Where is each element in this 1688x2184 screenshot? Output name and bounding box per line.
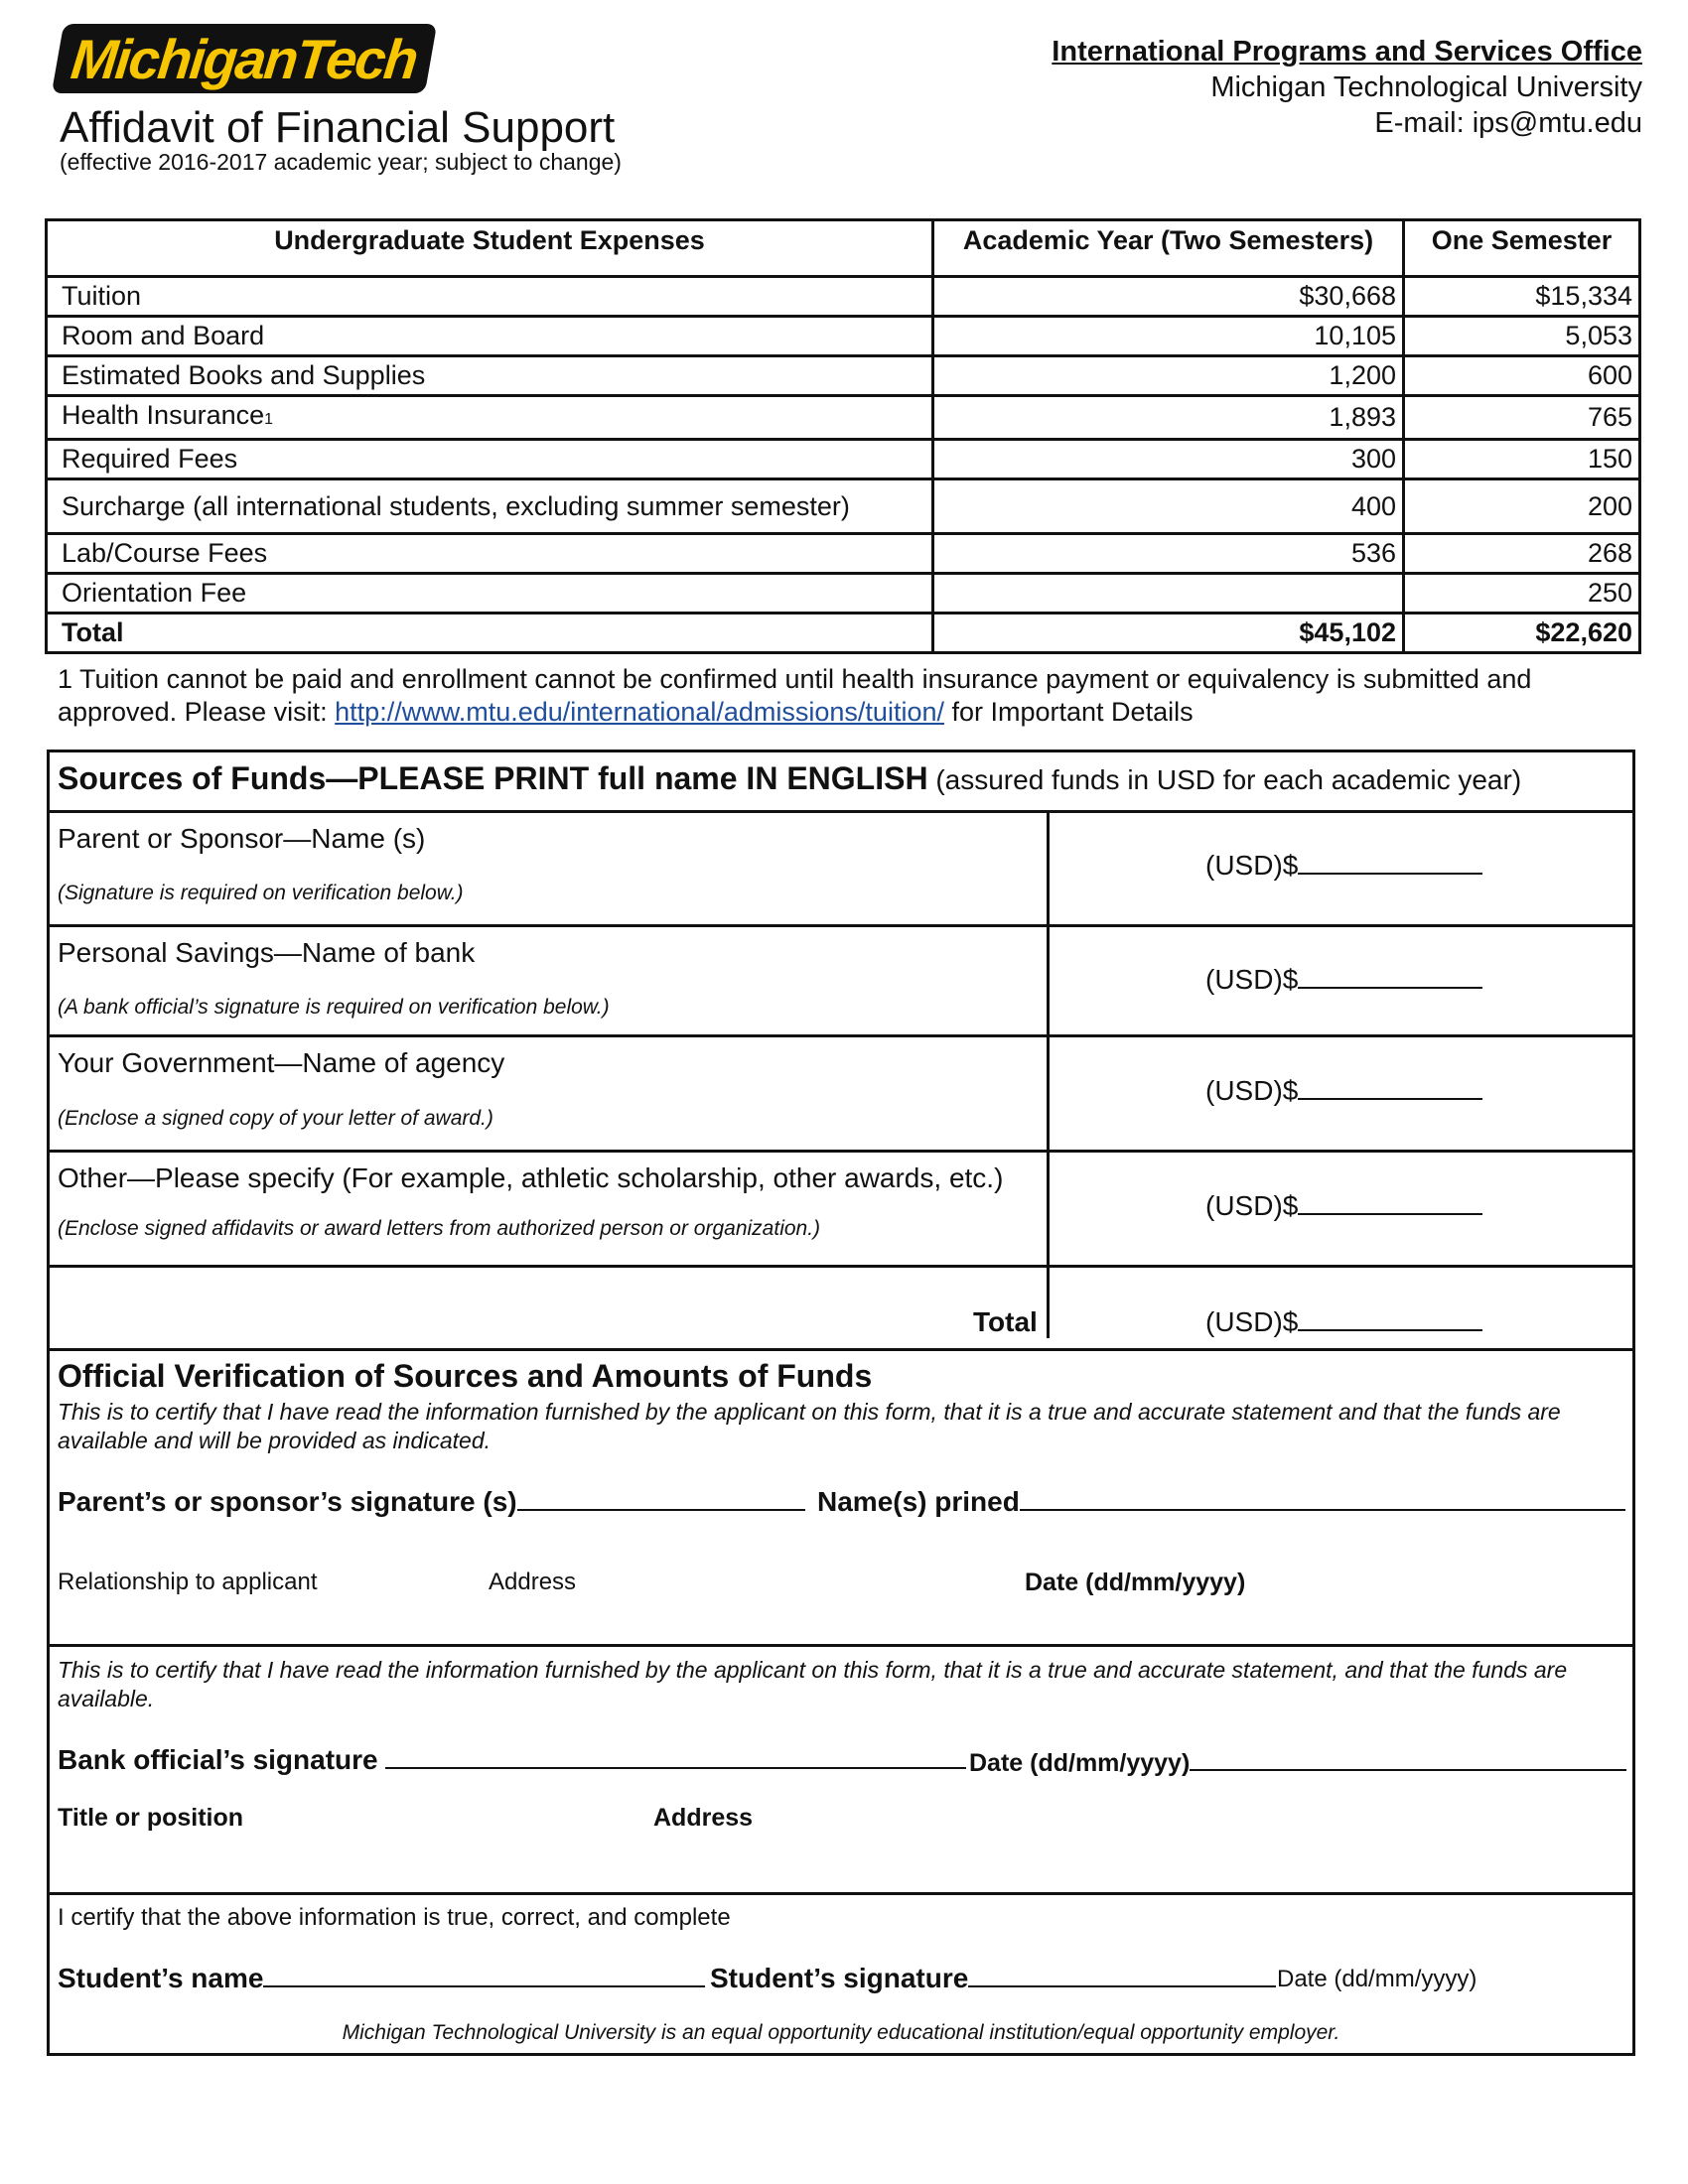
expense-year-value: 1,893 [933, 396, 1404, 440]
student-signature-field[interactable] [710, 1962, 1276, 1994]
bank-signature-blank[interactable] [385, 1743, 966, 1769]
col-header-academic-year: Academic Year (Two Semesters) [933, 220, 1404, 277]
expense-header-row [47, 220, 1640, 277]
amount-blank[interactable] [1298, 1191, 1482, 1215]
col-header-expenses: Undergraduate Student Expenses [47, 220, 933, 277]
expense-semester-value: 600 [1404, 356, 1640, 396]
expense-label-health-insurance [47, 396, 933, 440]
bank-signature-label: Bank official’s signature [58, 1744, 378, 1775]
student-name-blank[interactable] [263, 1962, 705, 1987]
expense-row [47, 277, 1640, 317]
sponsor-date-label: Date (dd/mm/yyyy) [1025, 1569, 1246, 1596]
expense-semester-value: 200 [1404, 479, 1640, 534]
source-savings-label: Personal Savings—Name of bank [58, 937, 476, 968]
document-title: Affidavit of Financial Support [60, 103, 616, 152]
student-name-label: Student’s name [58, 1963, 264, 1993]
source-savings-amount-field[interactable] [1205, 964, 1482, 996]
office-name: International Programs and Services Office [1052, 36, 1642, 68]
expense-year-value: $30,668 [933, 277, 1404, 317]
student-signature-blank[interactable] [968, 1962, 1276, 1987]
names-printed-blank[interactable] [1020, 1485, 1625, 1511]
expense-year-value [933, 574, 1404, 614]
expense-semester-value: $15,334 [1404, 277, 1640, 317]
names-printed-label: Name(s) prined [817, 1486, 1020, 1517]
source-other-amount-field[interactable] [1205, 1190, 1482, 1222]
bank-signature-field[interactable] [58, 1743, 966, 1776]
expense-semester-value: 150 [1404, 440, 1640, 479]
source-parent-sponsor-amount-field[interactable] [1205, 850, 1482, 882]
usd-prefix: (USD)$ [1205, 964, 1299, 995]
student-certify-text: I certify that the above information is true, correct, and complete [58, 1904, 731, 1931]
expense-row [47, 574, 1640, 614]
source-parent-sponsor-label: Parent or Sponsor—Name (s) [58, 823, 426, 854]
footnote-text: 1 Tuition cannot be paid and enrollment cannot be confirmed until health insurance payment or equivalency is submitted and approved. Please visit: [58, 664, 1532, 727]
relationship-label: Relationship to applicant [58, 1569, 318, 1595]
usd-prefix: (USD)$ [1205, 1075, 1299, 1106]
expense-row [47, 534, 1640, 574]
funds-total-amount-field[interactable] [1205, 1306, 1482, 1338]
expense-semester-value: 765 [1404, 396, 1640, 440]
footnote-marker: 1 [264, 411, 274, 428]
sponsor-signature-label: Parent’s or sponsor’s signature (s) [58, 1486, 517, 1517]
expense-label: Orientation Fee [47, 574, 933, 614]
sources-title-bold: Sources of Funds—PLEASE PRINT full name IN ENGLISH [58, 760, 928, 796]
sponsor-signature-blank[interactable] [517, 1485, 805, 1511]
expense-table [45, 218, 1641, 654]
divider [50, 1644, 1632, 1647]
expense-year-value: 1,200 [933, 356, 1404, 396]
expense-total-year: $45,102 [933, 614, 1404, 653]
expense-label: Lab/Course Fees [47, 534, 933, 574]
amount-blank[interactable] [1298, 965, 1482, 989]
sources-of-funds-box [47, 750, 1635, 2056]
office-contact-block [1052, 34, 1642, 141]
divider [50, 810, 1632, 813]
divider [50, 924, 1632, 927]
expense-year-value: 400 [933, 479, 1404, 534]
bank-date-blank[interactable] [1190, 1745, 1626, 1771]
expense-row [47, 440, 1640, 479]
footnote-text-end: for Important Details [943, 697, 1194, 727]
student-date-label: Date (dd/mm/yyyy) [1277, 1966, 1477, 1992]
expense-semester-value: 250 [1404, 574, 1640, 614]
student-name-field[interactable] [58, 1962, 705, 1994]
expense-year-value: 300 [933, 440, 1404, 479]
sponsor-address-label: Address [489, 1569, 577, 1595]
divider [50, 1150, 1632, 1153]
bank-statement: This is to certify that I have read the information furnished by the applicant on this form, that it is a true and accurate statement, and that the funds are available. [58, 1657, 1568, 1711]
office-email: E-mail: ips@mtu.edu [1374, 107, 1642, 139]
tuition-link[interactable]: http://www.mtu.edu/international/admissions/tuition/ [335, 697, 944, 727]
health-insurance-footnote [58, 663, 1646, 729]
usd-prefix: (USD)$ [1205, 1306, 1299, 1337]
expense-semester-value: 268 [1404, 534, 1640, 574]
sponsor-statement: This is to certify that I have read the information furnished by the applicant on this form, that it is a true and accurate statement and that the funds are available and will be provided as indicated. [58, 1399, 1561, 1453]
expense-year-value: 536 [933, 534, 1404, 574]
logo-text: MichiganTech [68, 27, 421, 90]
funds-total-label: Total [973, 1306, 1038, 1337]
column-divider [1047, 810, 1050, 1338]
source-savings-note: (A bank official’s signature is required on verification below.) [58, 996, 610, 1019]
university-name: Michigan Technological University [1210, 71, 1642, 103]
divider [50, 1348, 1632, 1351]
expense-total-semester: $22,620 [1404, 614, 1640, 653]
source-other-note: (Enclose signed affidavits or award letters from authorized person or organization.) [58, 1217, 821, 1240]
expense-row [47, 356, 1640, 396]
bank-date-label: Date (dd/mm/yyyy) [969, 1749, 1191, 1777]
source-government-amount-field[interactable] [1205, 1075, 1482, 1107]
verification-title: Official Verification of Sources and Amounts of Funds [58, 1358, 873, 1394]
col-header-one-semester: One Semester [1404, 220, 1640, 277]
expense-row [47, 317, 1640, 356]
equal-opportunity-statement: Michigan Technological University is an equal opportunity educational institution/equal opportunity employer. [342, 2021, 1340, 2044]
usd-prefix: (USD)$ [1205, 1190, 1299, 1221]
student-signature-label: Student’s signature [710, 1963, 969, 1993]
amount-blank[interactable] [1298, 1307, 1482, 1331]
expense-row [47, 479, 1640, 534]
divider [50, 1034, 1632, 1037]
usd-prefix: (USD)$ [1205, 850, 1299, 881]
expense-total-label: Total [47, 614, 933, 653]
document-subtitle: (effective 2016-2017 academic year; subject to change) [60, 149, 622, 175]
bank-date-field[interactable] [969, 1745, 1626, 1778]
divider [50, 1265, 1632, 1268]
source-other-label: Other—Please specify (For example, athletic scholarship, other awards, etc.) [58, 1162, 1004, 1193]
sponsor-signature-field[interactable] [58, 1485, 805, 1518]
divider [50, 1892, 1632, 1895]
expense-semester-value: 5,053 [1404, 317, 1640, 356]
sources-of-funds-title [58, 760, 1521, 797]
expense-label: Surcharge (all international students, excluding summer semester) [47, 479, 933, 534]
expense-row [47, 396, 1640, 440]
expense-label: Estimated Books and Supplies [47, 356, 933, 396]
expense-year-value: 10,105 [933, 317, 1404, 356]
names-printed-field[interactable] [817, 1485, 1625, 1518]
amount-blank[interactable] [1298, 851, 1482, 875]
source-government-note: (Enclose a signed copy of your letter of award.) [58, 1107, 493, 1130]
expense-label: Health Insurance [62, 400, 265, 430]
source-parent-sponsor-note: (Signature is required on verification below.) [58, 882, 464, 904]
expense-label: Tuition [47, 277, 933, 317]
expense-total-row [47, 614, 1640, 653]
bank-address-label: Address [653, 1804, 754, 1832]
expense-label: Room and Board [47, 317, 933, 356]
title-position-label: Title or position [58, 1804, 244, 1832]
source-government-label: Your Government—Name of agency [58, 1047, 505, 1078]
michigan-tech-logo [52, 24, 437, 93]
amount-blank[interactable] [1298, 1076, 1482, 1100]
expense-label: Required Fees [47, 440, 933, 479]
sources-title-note: (assured funds in USD for each academic year) [927, 764, 1522, 795]
